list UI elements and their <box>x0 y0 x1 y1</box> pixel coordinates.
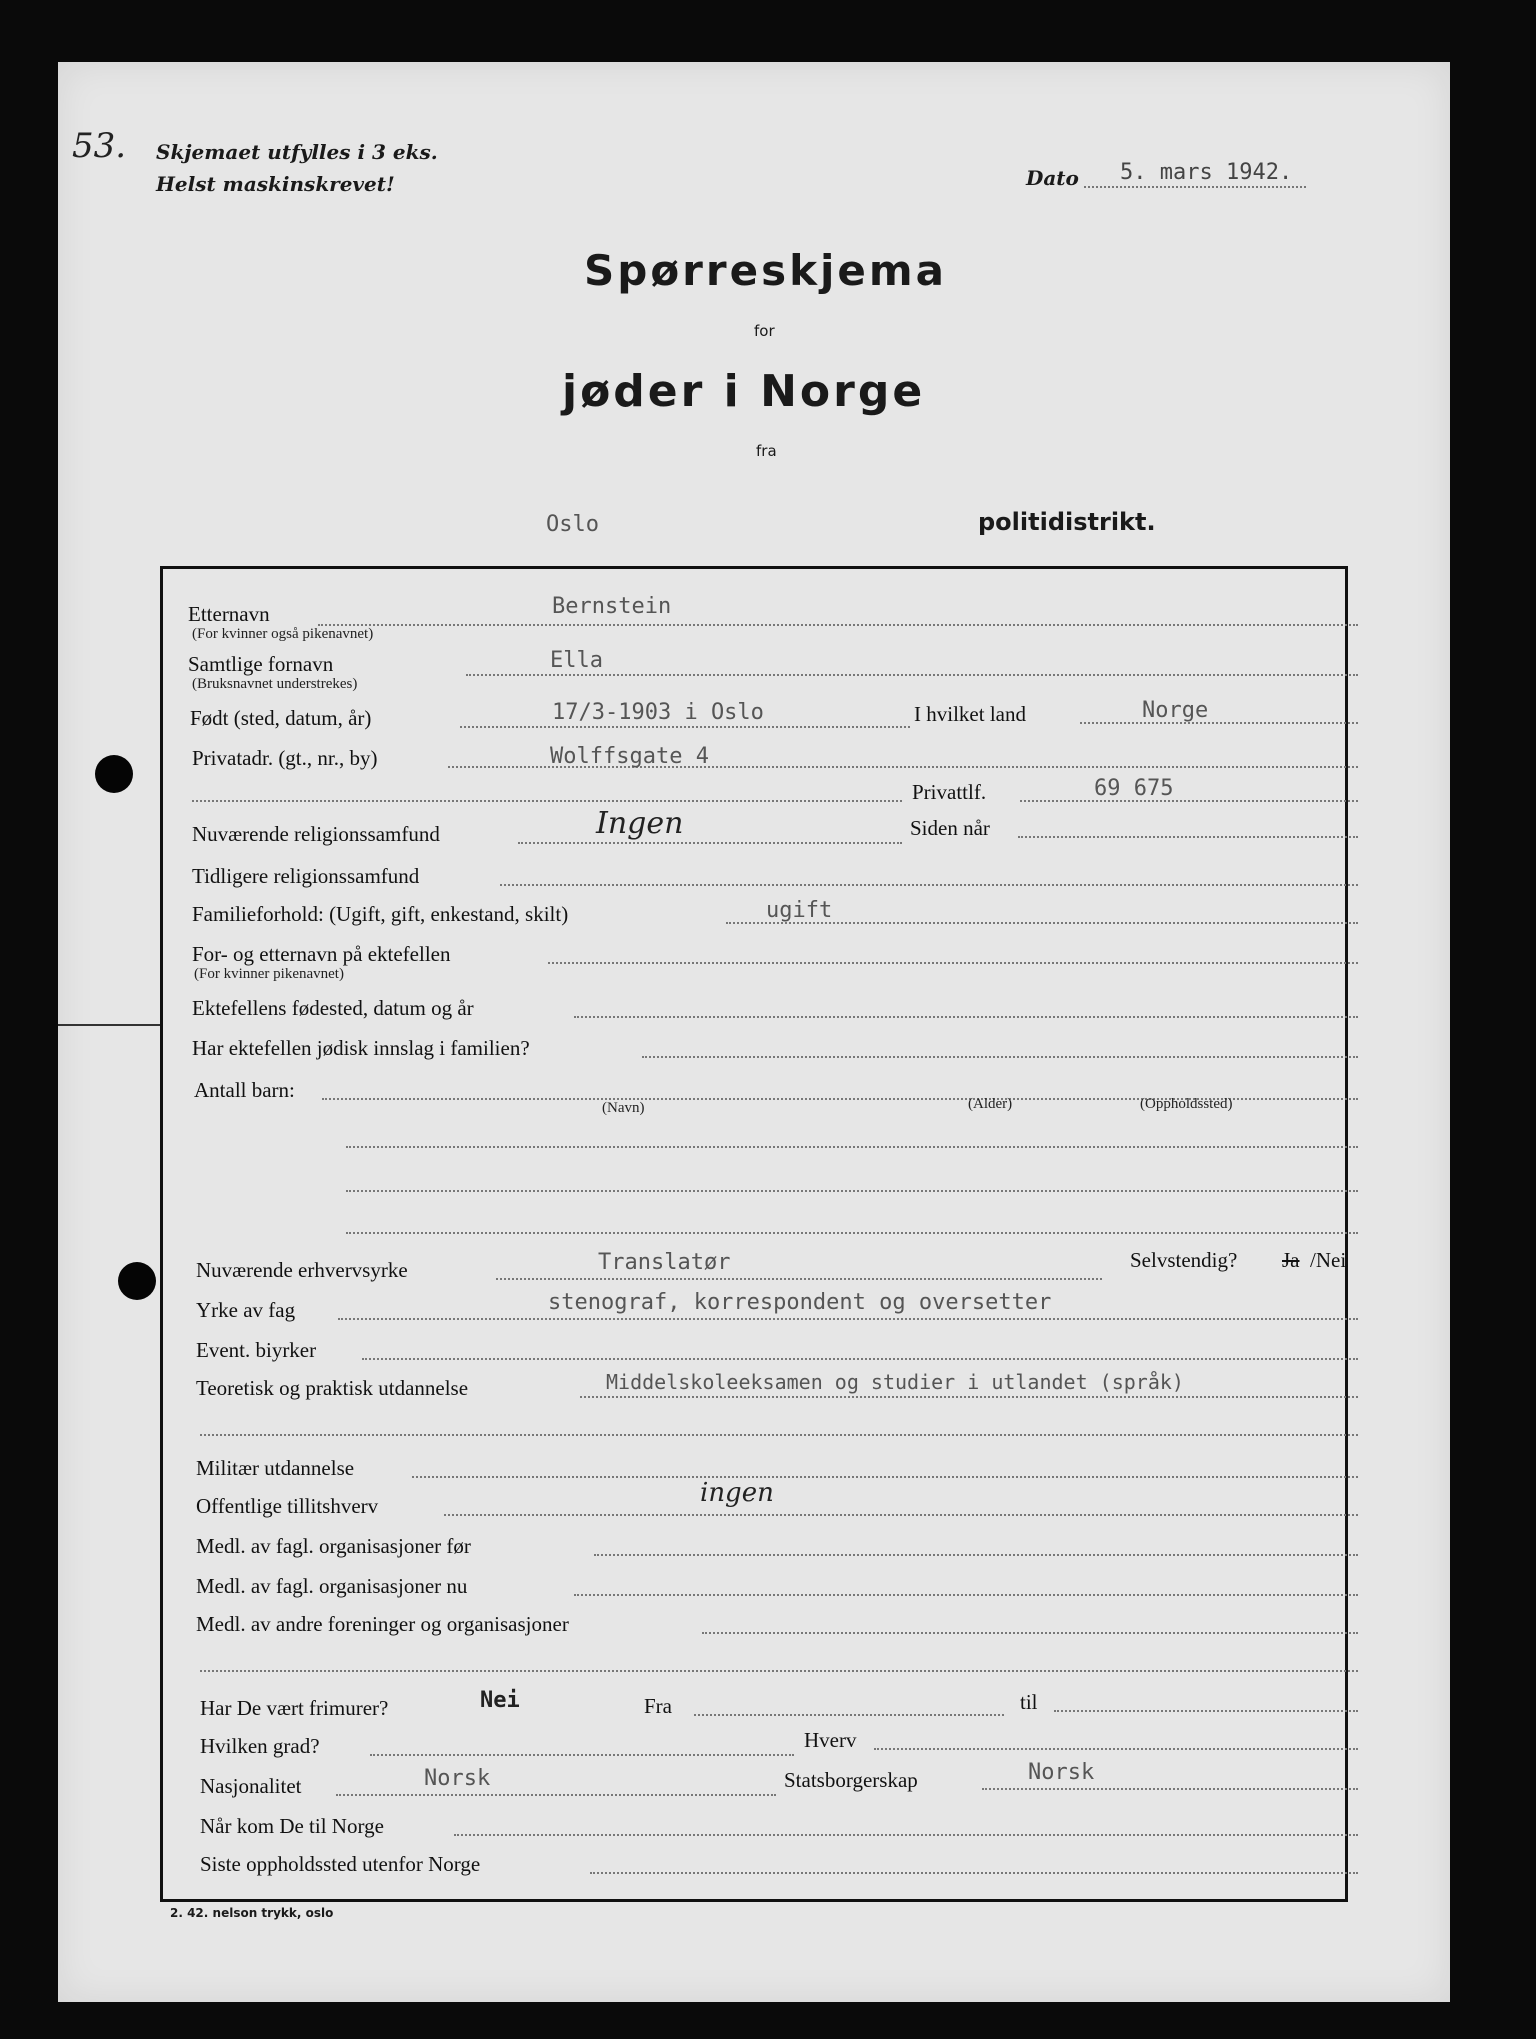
militaer-label: Militær utdannelse <box>196 1456 355 1480</box>
familie-label: Familieforhold: (Ugift, gift, enkestand, skilt) <box>192 902 569 926</box>
etternavn-label: Etternavn <box>188 602 270 626</box>
adresse-value: Wolffsgate 4 <box>550 744 709 769</box>
yrke-label: Yrke av fag <box>196 1298 296 1322</box>
erhverv-dots <box>496 1278 1102 1280</box>
biyrker-dots <box>362 1358 1358 1360</box>
fornavn-label: Samtlige fornavn <box>188 652 334 676</box>
printer-note: 2. 42. nelson trykk, oslo <box>170 1906 334 1920</box>
tillitshverv-label: Offentlige tillitshverv <box>196 1494 379 1518</box>
biyrker-label: Event. biyrker <box>196 1338 317 1362</box>
yrke-dots <box>338 1318 1358 1320</box>
statsborger-label: Statsborgerskap <box>784 1768 918 1792</box>
barn-label: Antall barn: <box>194 1078 295 1102</box>
religion-dots <box>518 842 902 844</box>
etternavn-sub: (For kvinner også pikenavnet) <box>192 626 374 642</box>
ektefelle-dots <box>548 962 1358 964</box>
page-number: 53. <box>72 126 127 166</box>
hverv-label: Hverv <box>804 1728 857 1752</box>
frimurer-fra-dots <box>694 1714 1004 1716</box>
frimurer-value: Nei <box>480 1688 520 1713</box>
statsborger-dots <box>982 1788 1358 1790</box>
selvstendig-ja: Ja <box>1282 1248 1300 1272</box>
utdannelse-dots-2 <box>200 1434 1358 1436</box>
land-label: I hvilket land <box>914 702 1026 726</box>
org-for-label: Medl. av fagl. organisasjoner før <box>196 1534 471 1558</box>
instructions-line-2: Helst maskinskrevet! <box>156 172 395 196</box>
form-subtitle: jøder i Norge <box>562 366 926 417</box>
barn-col-alder: (Alder) <box>968 1096 1013 1112</box>
kom-til-norge-label: Når kom De til Norge <box>200 1814 384 1838</box>
siste-opphold-label: Siste oppholdssted utenfor Norge <box>200 1852 481 1876</box>
hverv-dots <box>874 1748 1358 1750</box>
adresse-label: Privatadr. (gt., nr., by) <box>192 746 378 770</box>
familie-value: ugift <box>766 898 833 923</box>
barn-col-navn: (Navn) <box>602 1100 645 1116</box>
tidligere-religion-dots <box>500 884 1358 886</box>
ektefelle-fodested-label: Ektefellens fødested, datum og år <box>192 996 474 1020</box>
ektefelle-label: For- og etternavn på ektefellen <box>192 942 451 966</box>
punch-hole-bottom <box>118 1262 156 1300</box>
fornavn-sub: (Bruksnavnet understrekes) <box>192 676 358 692</box>
frimurer-label: Har De vært frimurer? <box>200 1696 389 1720</box>
district-label: politidistrikt. <box>978 508 1156 536</box>
barn-row-3 <box>346 1190 1358 1192</box>
tidligere-religion-label: Tidligere religionssamfund <box>192 864 420 888</box>
nasjonalitet-dots <box>336 1794 776 1796</box>
etternavn-value: Bernstein <box>552 594 672 619</box>
andre-org-label: Medl. av andre foreninger og organisasjoner <box>196 1612 569 1636</box>
instructions-line-1: Skjemaet utfylles i 3 eks. <box>156 140 438 164</box>
selvstendig-label: Selvstendig? <box>1130 1248 1238 1272</box>
ektefelle-fodested-dots <box>574 1016 1358 1018</box>
statsborger-value: Norsk <box>1028 1760 1095 1785</box>
ektefelle-sub: (For kvinner pikenavnet) <box>194 966 344 982</box>
land-dots <box>1080 722 1358 724</box>
grad-dots <box>370 1754 794 1756</box>
tillitshverv-dots <box>444 1514 1358 1516</box>
utdannelse-value: Middelskoleeksamen og studier i utlandet (språk) <box>606 1370 1184 1394</box>
fold-line <box>58 1024 160 1026</box>
date-dots <box>1084 186 1306 188</box>
barn-col-opphold: (Oppholdssted) <box>1140 1096 1233 1112</box>
nasjonalitet-value: Norsk <box>424 1766 491 1791</box>
punch-hole-top <box>95 755 133 793</box>
tlf-label: Privattlf. <box>912 780 987 804</box>
barn-row-4 <box>346 1232 1358 1234</box>
date-label: Dato <box>1026 166 1079 190</box>
siden-label: Siden når <box>910 816 990 840</box>
fornavn-value: Ella <box>550 648 603 673</box>
org-nu-dots <box>574 1594 1358 1596</box>
fornavn-dots <box>466 674 1358 676</box>
form-title: Spørreskjema <box>584 246 947 295</box>
andre-org-dots-2 <box>200 1670 1358 1672</box>
fodt-value: 17/3-1903 i Oslo <box>552 700 764 725</box>
utdannelse-label: Teoretisk og praktisk utdannelse <box>196 1376 469 1400</box>
adresse-dots-2 <box>192 800 902 802</box>
religion-label: Nuværende religionssamfund <box>192 822 440 846</box>
land-value: Norge <box>1142 698 1209 723</box>
org-for-dots <box>594 1554 1358 1556</box>
yrke-value: stenograf, korrespondent og oversetter <box>548 1290 1052 1315</box>
fra-word: fra <box>756 442 777 460</box>
nasjonalitet-label: Nasjonalitet <box>200 1774 302 1798</box>
frimurer-til-label: til <box>1020 1690 1038 1714</box>
fodt-label: Født (sted, datum, år) <box>190 706 372 730</box>
barn-row-2 <box>346 1146 1358 1148</box>
district-value: Oslo <box>546 512 599 537</box>
frimurer-til-dots <box>1054 1710 1358 1712</box>
utdannelse-dots <box>580 1396 1358 1398</box>
frimurer-fra-label: Fra <box>644 1694 672 1718</box>
militaer-dots <box>412 1476 1358 1478</box>
siste-opphold-dots <box>590 1872 1358 1874</box>
erhverv-label: Nuværende erhvervsyrke <box>196 1258 408 1282</box>
jodisk-dots <box>642 1056 1358 1058</box>
fodt-dots <box>460 726 910 728</box>
siden-dots <box>1018 836 1358 838</box>
selvstendig-nei: /Nei <box>1310 1248 1347 1272</box>
grad-label: Hvilken grad? <box>200 1734 320 1758</box>
erhverv-value: Translatør <box>598 1250 731 1275</box>
andre-org-dots <box>702 1632 1358 1634</box>
for-word: for <box>754 322 775 340</box>
religion-value: Ingen <box>596 806 684 841</box>
tillitshverv-value: ingen <box>700 1478 774 1508</box>
kom-til-norge-dots <box>454 1834 1358 1836</box>
date-value: 5. mars 1942. <box>1120 160 1293 185</box>
org-nu-label: Medl. av fagl. organisasjoner nu <box>196 1574 468 1598</box>
tlf-dots <box>1020 800 1358 802</box>
tlf-value: 69 675 <box>1094 776 1174 801</box>
etternavn-dots <box>318 624 1358 626</box>
jodisk-label: Har ektefellen jødisk innslag i familien? <box>192 1036 530 1060</box>
